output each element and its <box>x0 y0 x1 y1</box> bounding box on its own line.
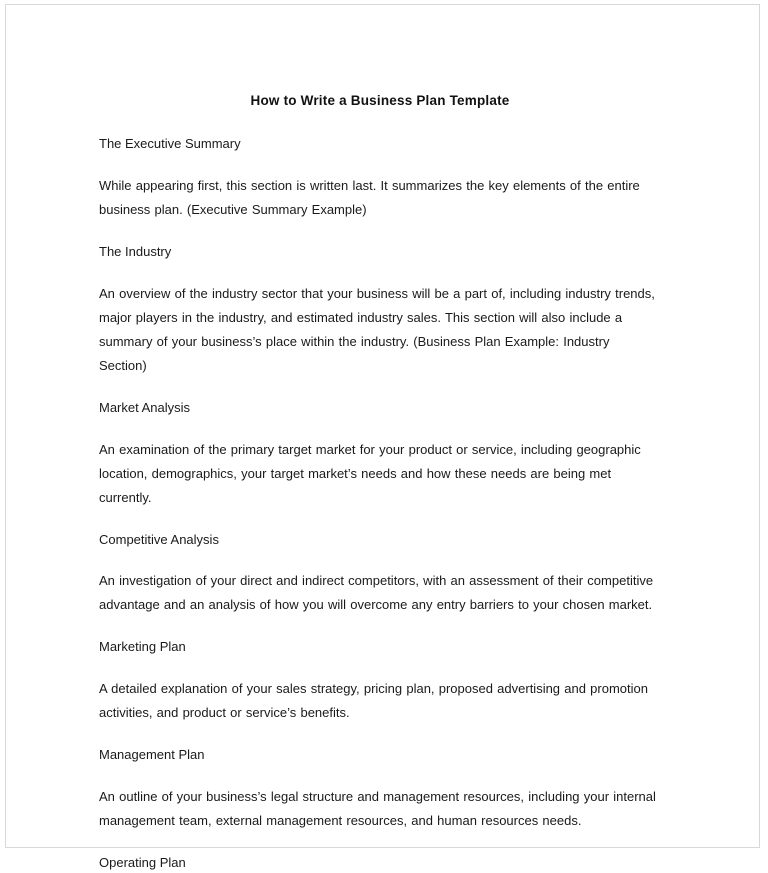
document-content <box>99 0 661 873</box>
spacer <box>99 262 661 282</box>
section-body: While appearing first, this section is written last. It summarizes the key elements of the entire business plan. (Executive Summary Example) <box>99 177 640 217</box>
spacer <box>99 510 661 531</box>
section-body: An investigation of your direct and indirect competitors, with an assessment of their competitive advantage and an analysis of how you will overcome any entry barriers to your chosen market. <box>99 573 654 613</box>
section-operating-plan <box>99 854 661 873</box>
spacer <box>99 549 661 569</box>
section-body: An overview of the industry sector that your business will be a part of, including industry trends, major players in the industry, and estimated industry sales. This section will also include a summary of your business’s place within the industry. (Business Plan Example: Industry Section) <box>99 285 655 373</box>
section-heading: The Industry <box>99 243 172 259</box>
spacer <box>99 222 661 243</box>
spacer <box>99 154 661 174</box>
spacer <box>99 725 661 746</box>
section-body: An outline of your business’s legal structure and management resources, including your internal management team, external management resources, and human resources needs. <box>99 789 656 829</box>
section-heading: Market Analysis <box>99 399 191 415</box>
page-title: How to Write a Business Plan Template <box>250 93 510 108</box>
section-body: A detailed explanation of your sales strategy, pricing plan, proposed advertising and promotion activities, and product or service’s benefits. <box>99 681 648 721</box>
section-heading: The Executive Summary <box>99 136 241 151</box>
section-heading: Operating Plan <box>99 855 186 871</box>
section-heading: Management Plan <box>99 747 205 763</box>
spacer <box>99 765 661 785</box>
spacer <box>99 833 661 854</box>
spacer <box>99 378 661 399</box>
section-executive-summary <box>99 135 661 222</box>
section-heading: Competitive Analysis <box>99 531 219 547</box>
section-management-plan <box>99 746 661 833</box>
section-competitive-analysis <box>99 531 661 618</box>
spacer <box>99 418 661 438</box>
section-heading: Marketing Plan <box>99 639 186 655</box>
section-marketing-plan <box>99 638 661 725</box>
spacer <box>99 617 661 638</box>
section-body: An examination of the primary target market for your product or service, including geographic location, demographics, your target market’s needs and how these needs are being met currently. <box>99 441 641 505</box>
section-the-industry <box>99 243 661 378</box>
spacer <box>99 108 661 135</box>
spacer <box>99 657 661 677</box>
section-market-analysis <box>99 399 661 510</box>
